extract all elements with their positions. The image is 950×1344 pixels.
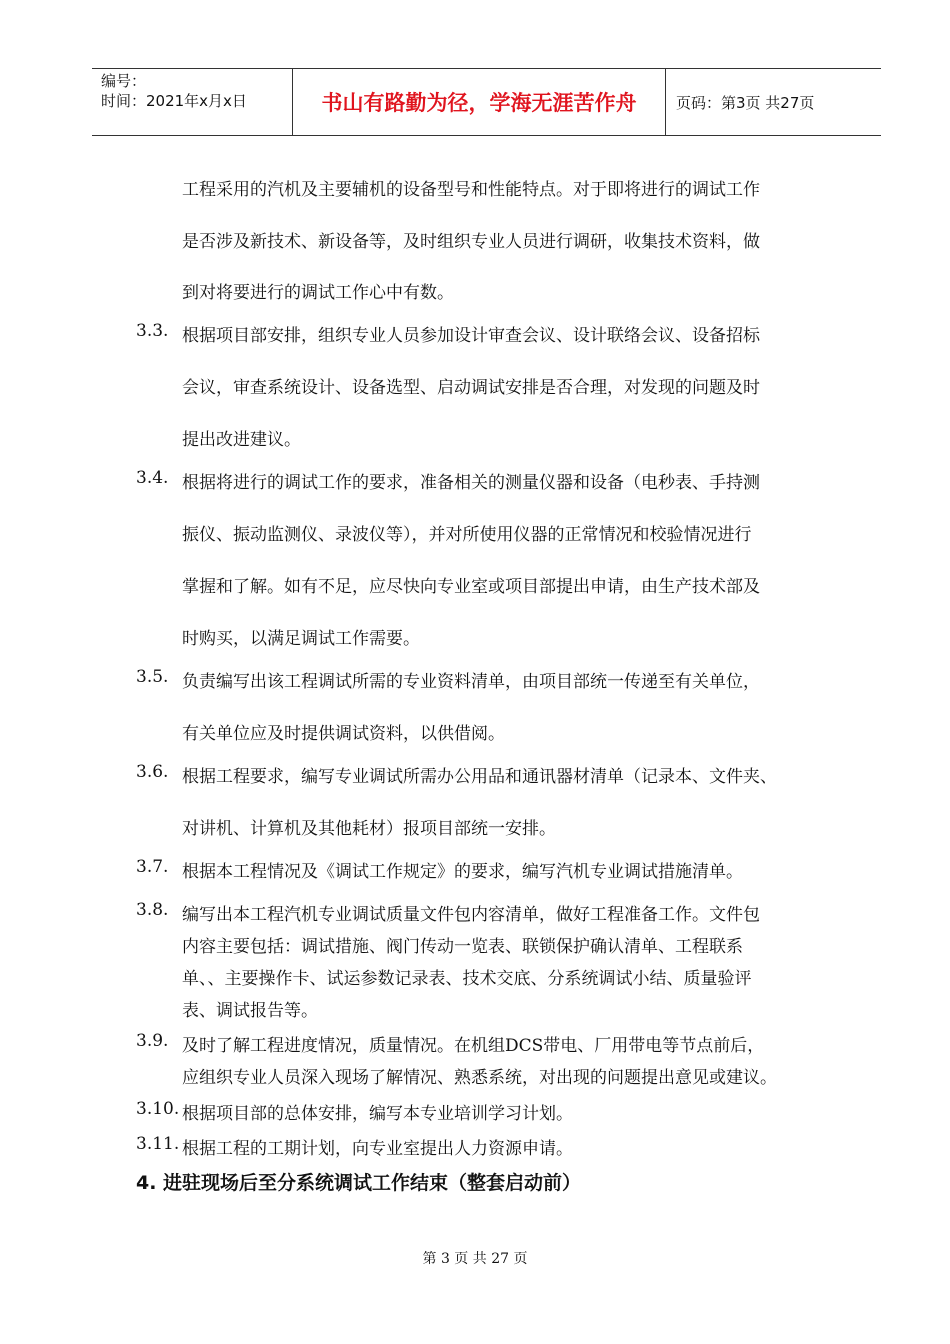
item-text-line: 负责编写出该工程调试所需的专业资料清单，由项目部统一传递至有关单位， — [182, 672, 760, 692]
item-text-line: 编写出本工程汽机专业调试质量文件包内容清单，做好工程准备工作。文件包 — [182, 905, 760, 925]
item-number: 3.4. — [136, 468, 169, 488]
item-number: 3.6. — [136, 762, 169, 782]
item-text-line: 及时了解工程进度情况，质量情况。在机组DCS带电、厂用带电等节点前后， — [182, 1036, 765, 1056]
document-code: 编号： — [101, 72, 147, 90]
item-text-line: 有关单位应及时提供调试资料，以供借阅。 — [182, 724, 505, 744]
item-text-line: 单、、主要操作卡、试运参数记录表、技术交底、分系统调试小结、质量验评 — [182, 969, 752, 989]
item-number: 3.11. — [136, 1134, 180, 1154]
item-number: 3.10. — [136, 1099, 180, 1119]
paragraph-line: 到对将要进行的调试工作心中有数。 — [182, 283, 454, 303]
section-heading: 4. 进驻现场后至分系统调试工作结束（整套启动前） — [136, 1172, 582, 1194]
header-motto: 书山有路勤为径，学海无涯苦作舟 — [293, 69, 666, 135]
page-footer: 第 3 页 共 27 页 — [422, 1251, 528, 1267]
item-text-line: 根据将进行的调试工作的要求，准备相关的测量仪器和设备（电秒表、手持测 — [182, 473, 760, 493]
item-text-line: 应组织专业人员深入现场了解情况、熟悉系统，对出现的问题提出意见或建议。 — [182, 1068, 777, 1088]
header-page-info: 页码：第3页 共27页 — [676, 93, 815, 112]
item-text-line: 内容主要包括：调试措施、阀门传动一览表、联锁保护确认清单、工程联系 — [182, 937, 743, 957]
item-text-line: 根据工程的工期计划，向专业室提出人力资源申请。 — [182, 1139, 573, 1159]
item-text-line: 提出改进建议。 — [182, 430, 301, 450]
page-header — [92, 68, 881, 136]
document-time: 时间：2021年x月x日 — [101, 92, 247, 110]
item-text-line: 表、调试报告等。 — [182, 1001, 318, 1021]
paragraph-line: 是否涉及新技术、新设备等，及时组织专业人员进行调研，收集技术资料，做 — [182, 232, 760, 252]
item-number: 3.5. — [136, 667, 169, 687]
item-number: 3.3. — [136, 321, 169, 341]
item-text-line: 掌握和了解。如有不足，应尽快向专业室或项目部提出申请，由生产技术部及 — [182, 577, 760, 597]
header-meta — [92, 69, 293, 135]
item-text-line: 根据项目部安排，组织专业人员参加设计审查会议、设计联络会议、设备招标 — [182, 326, 760, 346]
item-number: 3.7. — [136, 857, 169, 877]
item-text-line: 时购买，以满足调试工作需要。 — [182, 629, 420, 649]
item-text-line: 根据本工程情况及《调试工作规定》的要求，编写汽机专业调试措施清单。 — [182, 862, 743, 882]
item-number: 3.8. — [136, 900, 169, 920]
item-text-line: 会议，审查系统设计、设备选型、启动调试安排是否合理，对发现的问题及时 — [182, 378, 760, 398]
item-text-line: 根据项目部的总体安排，编写本专业培训学习计划。 — [182, 1104, 573, 1124]
item-text-line: 振仪、振动监测仪、录波仪等），并对所使用仪器的正常情况和校验情况进行 — [182, 525, 752, 545]
paragraph-line: 工程采用的汽机及主要辅机的设备型号和性能特点。对于即将进行的调试工作 — [182, 180, 760, 200]
item-text-line: 根据工程要求，编写专业调试所需办公用品和通讯器材清单（记录本、文件夹、 — [182, 767, 777, 787]
item-text-line: 对讲机、计算机及其他耗材）报项目部统一安排。 — [182, 819, 556, 839]
item-number: 3.9. — [136, 1031, 169, 1051]
